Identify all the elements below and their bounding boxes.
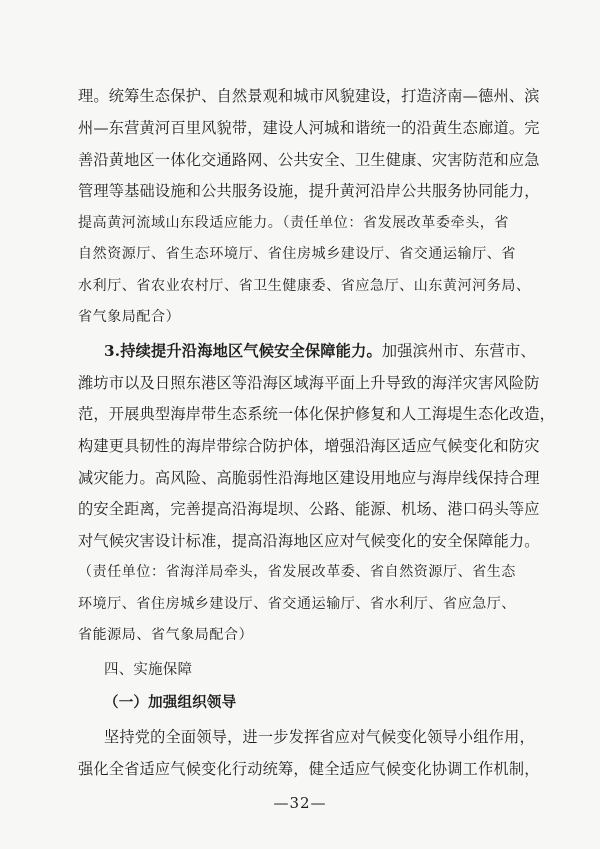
text-line: 范，开展典型海岸带生态系统一体化保护修复和人工海堤生态化改造， xyxy=(78,405,556,423)
text-line: 管理等基础设施和公共服务设施，提升黄河沿岸公共服务协同能力， xyxy=(78,182,540,200)
text-line: 水利厅、省农业农村厅、省卫生健康委、省应急厅、山东黄河河务局、 xyxy=(78,278,531,294)
text-line: 环境厅、省住房城乡建设厅、省交通运输厅、省水利厅、省应急厅、 xyxy=(78,596,516,612)
text-line: 善沿黄地区一体化交通路网、公共安全、卫生健康、灾害防范和应急 xyxy=(78,151,540,169)
text-line: 的安全距离，完善提高沿海堤坝、公路、能源、机场、港口码头等应 xyxy=(78,500,540,518)
para3-first-rest: 加强滨州市、东营市、 xyxy=(381,342,536,360)
text-line: 省能源局、省气象局配合） xyxy=(78,627,254,643)
text-line: 潍坊市以及日照东港区等沿海区域海平面上升导致的海洋灾害风险防 xyxy=(78,374,540,392)
page-number: —32— xyxy=(273,794,327,812)
text-line: 自然资源厅、省生态环境厅、省住房城乡建设厅、省交通运输厅、省 xyxy=(78,246,516,262)
text-line: 构建更具韧性的海岸带综合防护体，增强沿海区适应气候变化和防灾 xyxy=(78,437,540,455)
text-line: 提高黄河流域山东段适应能力。（责任单位：省发展改革委牵头，省 xyxy=(78,215,509,231)
text-line: 强化全省适应气候变化行动统筹，健全适应气候变化协调工作机制， xyxy=(78,760,540,778)
text-line: 州—东营黄河百里风貌带，建设人河城和谐统一的沿黄生态廊道。完 xyxy=(78,119,540,137)
text-line: 省气象局配合） xyxy=(78,309,181,325)
subsection-heading: （一）加强组织领导 xyxy=(104,694,237,711)
para3-first-line xyxy=(104,341,536,361)
text-line: 理。统筹生态保护、自然景观和城市风貌建设，打造济南—德州、滨 xyxy=(78,87,540,105)
text-line: （责任单位：省海洋局牵头，省发展改革委、省自然资源厅、省生态 xyxy=(78,564,516,580)
text-line: 对气候灾害设计标准，提高沿海地区应对气候变化的安全保障能力。 xyxy=(78,532,540,550)
section-heading: 四、实施保障 xyxy=(104,662,193,678)
text-line: 减灾能力。高风险、高脆弱性沿海地区建设用地应与海岸线保持合理 xyxy=(78,469,540,487)
text-line: 坚持党的全面领导，进一步发挥省应对气候变化领导小组作用， xyxy=(104,728,535,746)
para3-lead: 3.持续提升沿海地区气候安全保障能力。 xyxy=(104,342,382,360)
